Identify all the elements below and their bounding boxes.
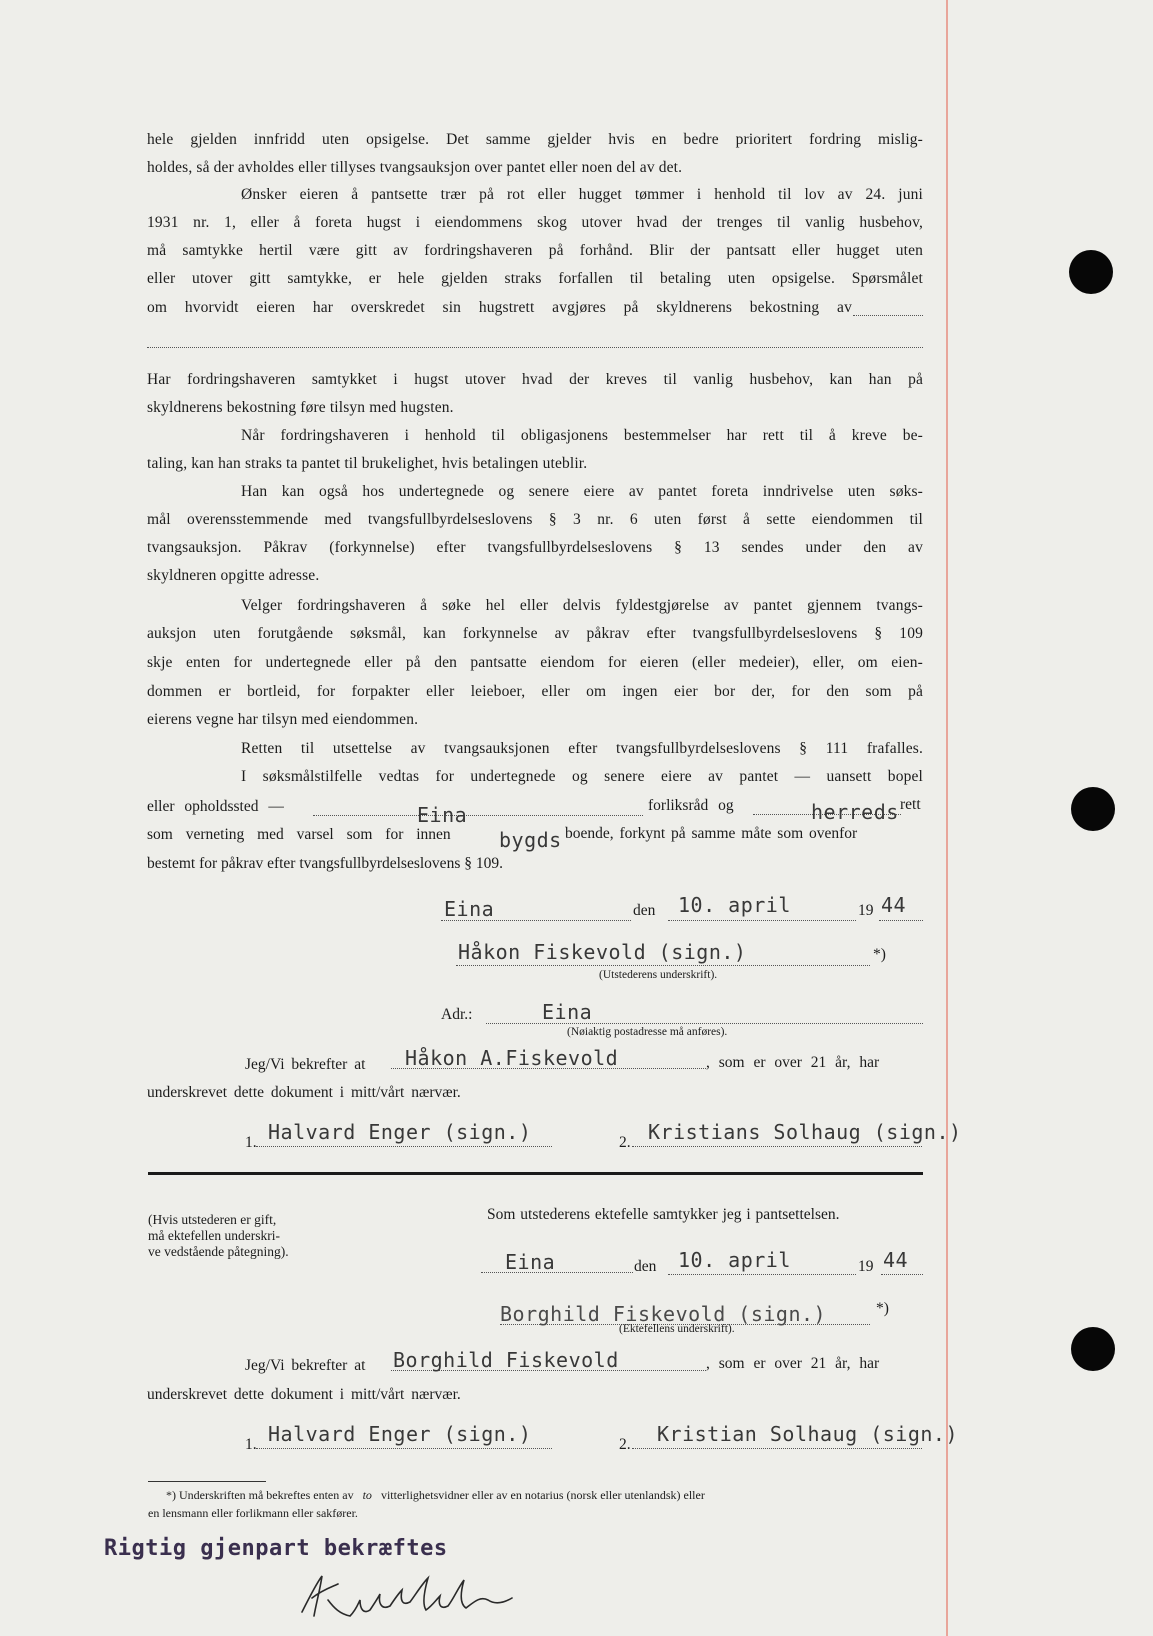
issuer-signature: Håkon Fiskevold (sign.) bbox=[458, 940, 747, 964]
year-suffix: 44 bbox=[881, 893, 907, 917]
spouse-date: 10. april bbox=[678, 1248, 791, 1272]
paragraph-line: auksjon uten forutgående søksmål, kan forkynnelse av påkrav efter tvangsfullbyrdelseslovens § 109 bbox=[147, 625, 923, 642]
witness-signature: Halvard Enger (sign.) bbox=[268, 1422, 532, 1446]
signature-asterisk: *) bbox=[873, 946, 886, 963]
confirm-suffix: , som er over 21 år, har bbox=[706, 1355, 880, 1372]
year-prefix: 19 bbox=[858, 1258, 874, 1275]
year-suffix: 44 bbox=[883, 1248, 909, 1272]
presence-line: underskrevet dette dokument i mitt/vårt nærvær. bbox=[147, 1084, 461, 1101]
forliksraad-label: forliksråd og bbox=[648, 797, 734, 814]
confirm-suffix: , som er over 21 år, har bbox=[706, 1054, 880, 1071]
footnote-line bbox=[166, 1488, 705, 1503]
paragraph-line: hele gjelden innfridd uten opsigelse. Det samme gjelder hvis en bedre prioritert fordring mislig- bbox=[147, 131, 923, 148]
punch-hole-top bbox=[1069, 250, 1113, 294]
witness-number: 1. bbox=[245, 1436, 257, 1453]
paragraph-line: eller utover gitt samtykke, er hele gjelden straks forfallen til betaling uten opsigelse. Spørsmålet bbox=[147, 270, 923, 287]
paragraph-line: Han kan også hos undertegnede og senere eiere av pantet foreta inndrivelse uten søks- bbox=[241, 483, 923, 500]
paragraph-line: holdes, så der avholdes eller tillyses tvangsauksjon over pantet eller noen del av det. bbox=[147, 159, 683, 176]
presence-line: underskrevet dette dokument i mitt/vårt nærvær. bbox=[147, 1386, 461, 1403]
address-value: Eina bbox=[542, 1000, 593, 1024]
footnote-text: vitterlighetsvidner eller av en notarius (norsk eller utenlandsk) eller bbox=[380, 1488, 705, 1502]
filled-bygd: bygds bbox=[499, 828, 562, 852]
punch-hole-bottom bbox=[1071, 1327, 1115, 1371]
confirm-prefix: Jeg/Vi bekrefter at bbox=[245, 1357, 366, 1374]
margin-line bbox=[946, 0, 948, 1636]
section-divider bbox=[148, 1172, 923, 1175]
paragraph-line: eierens vegne har tilsyn med eiendommen. bbox=[147, 711, 419, 728]
den-label: den bbox=[633, 902, 656, 919]
blank-line bbox=[853, 315, 923, 316]
paragraph-line: Når fordringshaveren i henhold til obligasjonens bestemmelser har rett til å kreve be- bbox=[241, 427, 923, 444]
address-caption: (Nøiaktig postadresse må anføres). bbox=[567, 1026, 728, 1038]
witness-number: 2. bbox=[619, 1134, 631, 1151]
venue-line2-suffix: boende, forkynt på samme måte som ovenfor bbox=[565, 825, 858, 842]
spouse-note: må ektefellen underskri- bbox=[148, 1228, 280, 1243]
footnote-witness-count: to bbox=[362, 1488, 372, 1502]
spouse-note: ve vedstående påtegning). bbox=[148, 1244, 289, 1259]
blank-year bbox=[879, 920, 923, 921]
blank-signature bbox=[456, 965, 870, 966]
venue-line2-prefix: som verneting med varsel som for innen bbox=[147, 826, 451, 843]
blank-witness bbox=[632, 1146, 922, 1147]
blank-witness bbox=[632, 1448, 922, 1449]
signing-date: 10. april bbox=[678, 893, 791, 917]
spouse-signature: Borghild Fiskevold (sign.) bbox=[500, 1302, 827, 1326]
footnote-rule bbox=[148, 1481, 266, 1482]
confirmed-name: Borghild Fiskevold bbox=[393, 1348, 619, 1372]
paragraph-line: må samtykke hertil være gitt av fordringshaveren på forhånd. Blir der pantsatt eller hugget uten bbox=[147, 242, 923, 259]
year-prefix: 19 bbox=[858, 902, 874, 919]
paragraph-line: mål overensstemmende med tvangsfullbyrdelseslovens § 3 nr. 6 uten først å sette eiendommen til bbox=[147, 511, 923, 528]
witness-number: 2. bbox=[619, 1436, 631, 1453]
blank-date bbox=[668, 920, 856, 921]
paragraph-line: skyldnerens bekostning føre tilsyn med hugsten. bbox=[147, 399, 454, 416]
witness-signature: Kristians Solhaug (sign.) bbox=[648, 1120, 962, 1144]
confirm-prefix: Jeg/Vi bekrefter at bbox=[245, 1056, 366, 1073]
paragraph-line: Ønsker eieren å pantsette trær på rot eller hugget tømmer i henhold til lov av 24. juni bbox=[241, 186, 923, 203]
spouse-note: (Hvis utstederen er gift, bbox=[148, 1212, 277, 1227]
confirmed-name: Håkon A.Fiskevold bbox=[405, 1046, 619, 1070]
handwritten-signature bbox=[298, 1570, 518, 1627]
spouse-caption: (Ektefellens underskrift). bbox=[619, 1323, 735, 1335]
blank-witness bbox=[256, 1146, 552, 1147]
issuer-caption: (Utstederens underskrift). bbox=[599, 969, 718, 981]
blank-witness bbox=[256, 1448, 552, 1449]
spouse-place: Eina bbox=[505, 1250, 556, 1274]
witness-signature: Kristian Solhaug (sign.) bbox=[657, 1422, 958, 1446]
rett-label: rett bbox=[900, 796, 921, 813]
paragraph-line: dommen er bortleid, for forpakter eller leieboer, eller om ingen eier bor der, for den som på bbox=[147, 683, 923, 700]
paragraph-line: skyldneren opgitte adresse. bbox=[147, 567, 320, 584]
venue-line3: bestemt for påkrav efter tvangsfullbyrdelseslovens § 109. bbox=[147, 855, 503, 872]
blank-line bbox=[147, 347, 923, 348]
punch-hole-middle bbox=[1071, 787, 1115, 831]
paragraph-line: Har fordringshaveren samtykket i hugst utover hvad der kreves til vanlig husbehov, kan han på bbox=[147, 371, 923, 388]
paragraph-line: Retten til utsettelse av tvangsauksjonen efter tvangsfullbyrdelseslovens § 111 frafalles. bbox=[241, 740, 923, 757]
certification-stamp: Rigtig gjenpart bekræftes bbox=[104, 1536, 448, 1561]
filled-rett: herreds bbox=[811, 800, 899, 824]
signature-asterisk: *) bbox=[876, 1300, 889, 1317]
address-label: Adr.: bbox=[441, 1006, 473, 1023]
spouse-consent: Som utstederens ektefelle samtykker jeg i pantsettelsen. bbox=[487, 1206, 840, 1223]
paragraph-line: Velger fordringshaveren å søke hel eller delvis fyldestgjørelse av pantet gjennem tvangs- bbox=[241, 597, 923, 614]
paragraph-line: 1931 nr. 1, eller å foreta hugst i eiendommens skog utover hvad der trenges til vanlig husbehov, bbox=[147, 214, 923, 231]
filled-forliksraad: Eina bbox=[417, 803, 468, 827]
footnote-text: *) Underskriften må bekreftes enten av bbox=[166, 1488, 354, 1502]
footnote-line: en lensmann eller forlikmann eller sakfører. bbox=[148, 1506, 358, 1520]
signing-place: Eina bbox=[444, 897, 495, 921]
paragraph-line: om hvorvidt eieren har overskredet sin hugstrett avgjøres på skyldnerens bekostning av bbox=[147, 299, 852, 316]
blank-year bbox=[881, 1274, 923, 1275]
witness-signature: Halvard Enger (sign.) bbox=[268, 1120, 532, 1144]
witness-number: 1. bbox=[245, 1134, 257, 1151]
den-label: den bbox=[634, 1258, 657, 1275]
blank-place bbox=[481, 1272, 633, 1273]
paragraph-line: skje enten for undertegnede eller på den pantsatte eiendom for eieren (eller medeier), eller, om eien- bbox=[147, 654, 923, 671]
paragraph-line: taling, kan han straks ta pantet til brukelighet, hvis betalingen uteblir. bbox=[147, 455, 588, 472]
blank-date bbox=[668, 1274, 856, 1275]
venue-prefix: eller opholdssted — bbox=[147, 798, 284, 815]
paragraph-line: tvangsauksjon. Påkrav (forkynnelse) efter tvangsfullbyrdelseslovens § 13 sendes under den av bbox=[147, 539, 923, 556]
paragraph-line: I søksmålstilfelle vedtas for undertegnede og senere eiere av pantet — uansett bopel bbox=[241, 768, 923, 785]
blank-forliksraad bbox=[313, 815, 643, 816]
